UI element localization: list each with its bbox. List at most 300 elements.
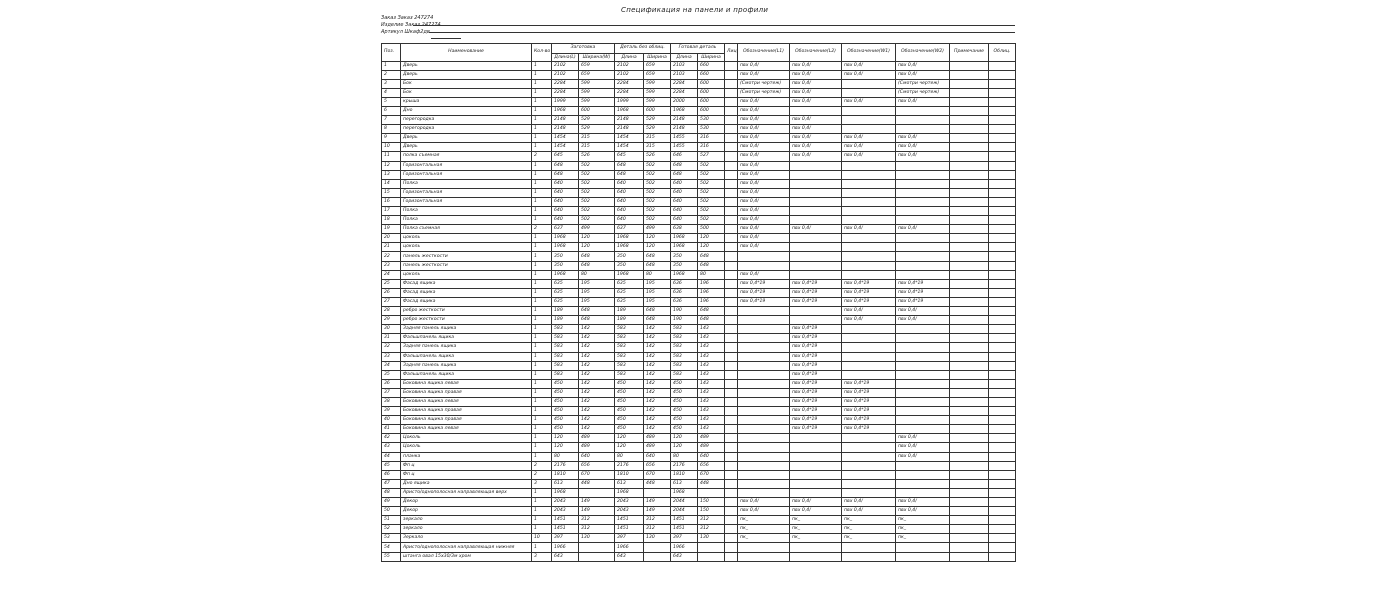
cell-l2: [790, 161, 842, 170]
cell-nofacing-width: 312: [644, 525, 671, 534]
cell-finished-length: 450: [671, 388, 698, 397]
cell-mat: [989, 325, 1016, 334]
cell-finished-length: 1810: [671, 470, 698, 479]
cell-w2: пвх 0,4/: [896, 143, 950, 152]
cell-l1: [738, 452, 790, 461]
cell-w2: пк_: [896, 516, 950, 525]
cell-nofacing-length: 1451: [615, 516, 644, 525]
cell-l1: [738, 434, 790, 443]
cell-blank-length: 1451: [552, 525, 579, 534]
cell-l1: [738, 407, 790, 416]
cell-w2: пвх 0,4/: [896, 498, 950, 507]
cell-qty: 1: [532, 498, 552, 507]
cell-w2: [896, 379, 950, 388]
table-row: [382, 207, 1016, 216]
cell-note: [950, 170, 989, 179]
cell-finished-length: 636: [671, 297, 698, 306]
cell-l2: пвх 0,4*19: [790, 343, 842, 352]
cell-mat: [989, 370, 1016, 379]
cell-finished-length: 640: [671, 188, 698, 197]
cell-l2: пвх 0,4/: [790, 134, 842, 143]
cell-note: [950, 261, 989, 270]
cell-blank-length: 648: [552, 161, 579, 170]
cell-l1: [738, 397, 790, 406]
cell-nofacing-length: 648: [615, 161, 644, 170]
cell-l2: пвх 0,4*19: [790, 352, 842, 361]
cell-face: [725, 416, 738, 425]
cell-face: [725, 507, 738, 516]
cell-blank-width: 142: [579, 425, 615, 434]
cell-l2: [790, 552, 842, 561]
cell-mat: [989, 79, 1016, 88]
cell-mat: [989, 188, 1016, 197]
cell-w2: пвх 0,4/: [896, 61, 950, 70]
cell-l2: пвх 0,4/: [790, 225, 842, 234]
cell-qty: 1: [532, 170, 552, 179]
cell-finished-length: 583: [671, 343, 698, 352]
cell-mat: [989, 307, 1016, 316]
cell-w2: пвх 0,4/: [896, 134, 950, 143]
cell-qty: 1: [532, 79, 552, 88]
cell-mat: [989, 197, 1016, 206]
cell-l1: пвх 0,4/: [738, 143, 790, 152]
cell-nofacing-width: 195: [644, 297, 671, 306]
cell-face: [725, 297, 738, 306]
cell-mat: [989, 288, 1016, 297]
table-row: [382, 116, 1016, 125]
cell-nofacing-length: 450: [615, 388, 644, 397]
table-row: [382, 534, 1016, 543]
cell-blank-width: 502: [579, 170, 615, 179]
cell-nofacing-length: 2148: [615, 116, 644, 125]
cell-nofacing-width: 599: [644, 97, 671, 106]
cell-l1: [738, 488, 790, 497]
col-finished-width: Ширина: [698, 53, 725, 61]
cell-note: [950, 88, 989, 97]
cell-blank-width: 659: [579, 70, 615, 79]
cell-note: [950, 425, 989, 434]
cell-finished-length: 1968: [671, 106, 698, 115]
cell-blank-width: 142: [579, 397, 615, 406]
cell-blank-length: 1968: [552, 106, 579, 115]
cell-w1: пвх 0,4*19: [842, 416, 896, 425]
cell-blank-width: 142: [579, 388, 615, 397]
header-rule: [413, 25, 1015, 26]
cell-nofacing-length: 450: [615, 407, 644, 416]
cell-pos: 27: [382, 297, 401, 306]
col-note: Примечание: [950, 44, 989, 62]
cell-w1: [842, 552, 896, 561]
cell-mat: [989, 297, 1016, 306]
cell-w1: [842, 325, 896, 334]
cell-finished-length: 583: [671, 370, 698, 379]
cell-face: [725, 70, 738, 79]
cell-name: Дно ящика: [401, 479, 532, 488]
cell-finished-length: 1455: [671, 143, 698, 152]
cell-note: [950, 498, 989, 507]
cell-blank-length: 645: [552, 152, 579, 161]
cell-qty: 1: [532, 452, 552, 461]
cell-face: [725, 307, 738, 316]
cell-blank-width: 315: [579, 143, 615, 152]
cell-name: цоколь: [401, 234, 532, 243]
cell-blank-width: 149: [579, 498, 615, 507]
table-row: [382, 134, 1016, 143]
cell-finished-width: 120: [698, 243, 725, 252]
cell-w1: [842, 116, 896, 125]
cell-face: [725, 134, 738, 143]
cell-finished-length: 2148: [671, 116, 698, 125]
cell-name: Боковина ящика правая: [401, 416, 532, 425]
cell-face: [725, 479, 738, 488]
product-line: Изделие Заказ 247274: [381, 22, 441, 28]
cell-nofacing-width: 599: [644, 88, 671, 97]
table-row: [382, 61, 1016, 70]
cell-qty: 1: [532, 516, 552, 525]
cell-note: [950, 143, 989, 152]
table-row: [382, 334, 1016, 343]
cell-mat: [989, 507, 1016, 516]
cell-finished-width: 530: [698, 125, 725, 134]
cell-qty: 1: [532, 361, 552, 370]
cell-finished-width: 502: [698, 188, 725, 197]
cell-finished-length: 120: [671, 443, 698, 452]
cell-face: [725, 452, 738, 461]
cell-nofacing-length: 640: [615, 207, 644, 216]
cell-mat: [989, 516, 1016, 525]
cell-name: Боковина ящика левая: [401, 425, 532, 434]
cell-qty: 1: [532, 116, 552, 125]
cell-nofacing-width: 502: [644, 179, 671, 188]
cell-note: [950, 116, 989, 125]
cell-pos: 50: [382, 507, 401, 516]
col-pos: Поз.: [382, 44, 401, 62]
cell-name: ребро жесткости: [401, 307, 532, 316]
cell-finished-width: 502: [698, 179, 725, 188]
cell-blank-width: [579, 543, 615, 552]
cell-nofacing-width: 130: [644, 534, 671, 543]
cell-note: [950, 106, 989, 115]
cell-w1: [842, 479, 896, 488]
table-row: [382, 234, 1016, 243]
table-row: [382, 279, 1016, 288]
cell-mat: [989, 70, 1016, 79]
header-rule: [429, 32, 1015, 33]
cell-finished-length: 120: [671, 434, 698, 443]
col-blank-width: Ширина(W): [579, 53, 615, 61]
cell-nofacing-length: 1454: [615, 143, 644, 152]
cell-nofacing-width: 529: [644, 116, 671, 125]
cell-blank-length: 583: [552, 370, 579, 379]
cell-note: [950, 97, 989, 106]
cell-l2: [790, 488, 842, 497]
cell-pos: 48: [382, 488, 401, 497]
cell-note: [950, 197, 989, 206]
cell-qty: 1: [532, 370, 552, 379]
cell-w1: [842, 443, 896, 452]
cell-pos: 20: [382, 234, 401, 243]
cell-blank-length: 120: [552, 443, 579, 452]
cell-finished-length: 2284: [671, 88, 698, 97]
cell-blank-length: 1454: [552, 143, 579, 152]
cell-name: Полка: [401, 216, 532, 225]
cell-nofacing-width: 120: [644, 243, 671, 252]
cell-w1: [842, 270, 896, 279]
cell-face: [725, 552, 738, 561]
col-w1: Обозначение(W1): [842, 44, 896, 62]
cell-blank-width: [579, 488, 615, 497]
cell-face: [725, 207, 738, 216]
cell-finished-length: 450: [671, 425, 698, 434]
cell-nofacing-width: 599: [644, 79, 671, 88]
cell-finished-width: 80: [698, 270, 725, 279]
cell-nofacing-width: 142: [644, 334, 671, 343]
cell-nofacing-width: 195: [644, 288, 671, 297]
col-nofacing-length: Длина: [615, 53, 644, 61]
cell-mat: [989, 243, 1016, 252]
cell-nofacing-width: 142: [644, 397, 671, 406]
cell-w1: [842, 452, 896, 461]
cell-finished-width: 312: [698, 516, 725, 525]
cell-name: Декор: [401, 507, 532, 516]
cell-blank-width: 120: [579, 243, 615, 252]
cell-qty: 1: [532, 379, 552, 388]
cell-pos: 3: [382, 79, 401, 88]
cell-qty: 1: [532, 307, 552, 316]
cell-w1: пвх 0,4*19: [842, 288, 896, 297]
cell-face: [725, 106, 738, 115]
cell-nofacing-length: 640: [615, 197, 644, 206]
cell-l1: (Смотри чертеж): [738, 79, 790, 88]
cell-blank-width: 142: [579, 361, 615, 370]
cell-w2: [896, 388, 950, 397]
cell-mat: [989, 234, 1016, 243]
col-mat: Облиц.: [989, 44, 1016, 62]
cell-qty: 1: [532, 70, 552, 79]
cell-l1: пвх 0,4*19: [738, 279, 790, 288]
cell-qty: 1: [532, 343, 552, 352]
cell-w1: [842, 161, 896, 170]
col-w2: Обозначение(W2): [896, 44, 950, 62]
cell-name: Боковина ящика левая: [401, 379, 532, 388]
cell-qty: 1: [532, 179, 552, 188]
cell-qty: 1: [532, 134, 552, 143]
cell-qty: 1: [532, 143, 552, 152]
table-row: [382, 225, 1016, 234]
cell-blank-width: 599: [579, 97, 615, 106]
cell-finished-width: 143: [698, 352, 725, 361]
cell-note: [950, 397, 989, 406]
cell-pos: 51: [382, 516, 401, 525]
cell-nofacing-length: 120: [615, 434, 644, 443]
cell-qty: 1: [532, 161, 552, 170]
cell-note: [950, 388, 989, 397]
cell-name: Полка съемная: [401, 225, 532, 234]
cell-qty: 1: [532, 88, 552, 97]
cell-qty: 1: [532, 434, 552, 443]
cell-nofacing-length: 2102: [615, 70, 644, 79]
cell-nofacing-width: 142: [644, 352, 671, 361]
cell-qty: 2: [532, 152, 552, 161]
cell-nofacing-width: 149: [644, 507, 671, 516]
cell-name: Фасад ящика: [401, 288, 532, 297]
cell-mat: [989, 425, 1016, 434]
cell-note: [950, 161, 989, 170]
cell-mat: [989, 88, 1016, 97]
table-row: [382, 152, 1016, 161]
cell-qty: 1: [532, 443, 552, 452]
cell-pos: 5: [382, 97, 401, 106]
cell-nofacing-width: 648: [644, 316, 671, 325]
cell-l1: пвх 0,4/: [738, 61, 790, 70]
cell-mat: [989, 225, 1016, 234]
cell-blank-length: 583: [552, 334, 579, 343]
cell-l1: пвх 0,4/: [738, 243, 790, 252]
cell-w2: [896, 397, 950, 406]
cell-l1: [738, 325, 790, 334]
cell-pos: 33: [382, 352, 401, 361]
cell-l2: [790, 188, 842, 197]
cell-nofacing-length: 1966: [615, 543, 644, 552]
cell-blank-width: 529: [579, 125, 615, 134]
cell-l2: [790, 261, 842, 270]
cell-mat: [989, 252, 1016, 261]
cell-face: [725, 443, 738, 452]
cell-w1: [842, 370, 896, 379]
cell-face: [725, 216, 738, 225]
cell-w2: пвх 0,4*19: [896, 288, 950, 297]
cell-finished-length: 1451: [671, 516, 698, 525]
cell-mat: [989, 97, 1016, 106]
cell-finished-length: 640: [671, 179, 698, 188]
col-finished-length: Длина: [671, 53, 698, 61]
cell-blank-width: 502: [579, 161, 615, 170]
table-row: [382, 216, 1016, 225]
cell-finished-width: 143: [698, 334, 725, 343]
cell-qty: 1: [532, 416, 552, 425]
cell-finished-width: 196: [698, 297, 725, 306]
cell-finished-length: 583: [671, 352, 698, 361]
cell-l1: [738, 543, 790, 552]
cell-name: Дверь: [401, 61, 532, 70]
cell-l1: пвх 0,4/: [738, 161, 790, 170]
cell-finished-width: 489: [698, 443, 725, 452]
cell-l2: пвх 0,4*19: [790, 370, 842, 379]
cell-pos: 13: [382, 170, 401, 179]
cell-blank-width: 600: [579, 106, 615, 115]
cell-finished-width: 500: [698, 225, 725, 234]
cell-nofacing-width: 312: [644, 516, 671, 525]
cell-mat: [989, 552, 1016, 561]
cell-note: [950, 325, 989, 334]
cell-nofacing-length: 640: [615, 179, 644, 188]
cell-blank-length: 635: [552, 297, 579, 306]
col-name: Наименование: [401, 44, 532, 62]
cell-w2: пвх 0,4/: [896, 225, 950, 234]
cell-face: [725, 125, 738, 134]
cell-l2: пвх 0,4/: [790, 498, 842, 507]
table-row: [382, 188, 1016, 197]
cell-finished-length: 350: [671, 252, 698, 261]
cell-l1: пвх 0,4/: [738, 507, 790, 516]
cell-finished-width: 143: [698, 361, 725, 370]
cell-w1: [842, 243, 896, 252]
cell-nofacing-width: 502: [644, 170, 671, 179]
cell-l1: пвх 0,4/: [738, 179, 790, 188]
table-row: [382, 425, 1016, 434]
cell-nofacing-width: 142: [644, 407, 671, 416]
cell-blank-width: 130: [579, 534, 615, 543]
cell-w2: [896, 407, 950, 416]
cell-finished-width: [698, 552, 725, 561]
cell-w2: [896, 325, 950, 334]
table-row: [382, 261, 1016, 270]
cell-l2: [790, 316, 842, 325]
cell-nofacing-width: 648: [644, 252, 671, 261]
cell-pos: 40: [382, 416, 401, 425]
cell-face: [725, 361, 738, 370]
cell-pos: 1: [382, 61, 401, 70]
cell-pos: 41: [382, 425, 401, 434]
cell-blank-width: 142: [579, 370, 615, 379]
cell-blank-length: 2102: [552, 70, 579, 79]
cell-nofacing-width: 142: [644, 379, 671, 388]
cell-nofacing-length: 583: [615, 370, 644, 379]
col-nofacing-width: Ширина: [644, 53, 671, 61]
cell-blank-length: 1968: [552, 234, 579, 243]
cell-blank-length: 189: [552, 316, 579, 325]
cell-finished-width: 196: [698, 288, 725, 297]
cell-blank-width: 195: [579, 297, 615, 306]
cell-pos: 25: [382, 279, 401, 288]
cell-blank-length: 120: [552, 434, 579, 443]
cell-blank-length: 640: [552, 207, 579, 216]
cell-nofacing-width: 502: [644, 216, 671, 225]
cell-note: [950, 488, 989, 497]
cell-l2: пвх 0,4*19: [790, 397, 842, 406]
cell-finished-width: 196: [698, 279, 725, 288]
cell-nofacing-width: 659: [644, 70, 671, 79]
cell-l1: (Смотри чертеж): [738, 88, 790, 97]
cell-l2: пвх 0,4*19: [790, 297, 842, 306]
cell-blank-width: 489: [579, 443, 615, 452]
cell-name: полка съемная: [401, 152, 532, 161]
cell-nofacing-width: 120: [644, 234, 671, 243]
cell-face: [725, 516, 738, 525]
cell-nofacing-length: 2284: [615, 88, 644, 97]
table-row: [382, 79, 1016, 88]
cell-blank-width: 142: [579, 379, 615, 388]
cell-blank-length: 80: [552, 452, 579, 461]
cell-pos: 15: [382, 188, 401, 197]
cell-name: Аристо/однополосная направляющая нижняя: [401, 543, 532, 552]
cell-finished-width: 502: [698, 207, 725, 216]
cell-l1: пвх 0,4/: [738, 216, 790, 225]
cell-blank-width: 312: [579, 516, 615, 525]
cell-qty: 1: [532, 397, 552, 406]
cell-l1: [738, 361, 790, 370]
cell-mat: [989, 270, 1016, 279]
cell-note: [950, 334, 989, 343]
cell-finished-width: 150: [698, 498, 725, 507]
cell-nofacing-length: 2148: [615, 125, 644, 134]
cell-qty: 1: [532, 270, 552, 279]
cell-l2: [790, 470, 842, 479]
cell-w2: [896, 361, 950, 370]
cell-w1: [842, 261, 896, 270]
cell-finished-width: 316: [698, 143, 725, 152]
cell-l1: [738, 334, 790, 343]
